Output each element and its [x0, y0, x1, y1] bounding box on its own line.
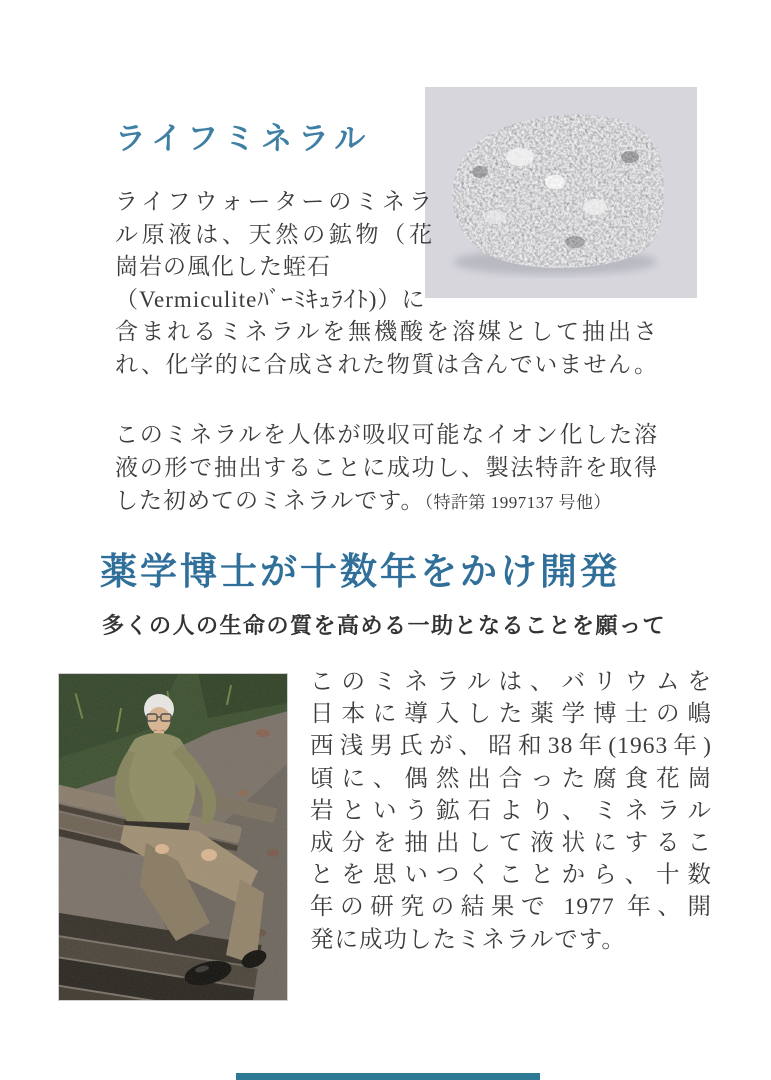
text-line: 西浅男氏が、昭和38年(1963年) [310, 733, 712, 760]
text-line: （Vermiculiteﾊﾞｰﾐｷｭﾗｲﾄ)）に [115, 286, 426, 312]
text-line: 年の研究の結果で 1977 年、開 [310, 894, 712, 921]
intro-paragraph [115, 186, 658, 381]
text-line: 頃に、偶然出合った腐食花崗 [310, 765, 712, 792]
text-line: このミネラルを人体が吸収可能なイオン化した溶 [115, 422, 658, 447]
developer-photo [58, 673, 288, 1001]
developer-photo-illustration [58, 673, 288, 1001]
text-line: 日本に導入した薬学博士の嶋 [310, 701, 712, 728]
section-heading: 薬学博士が十数年をかけ開発 [100, 552, 620, 593]
section-subheading: 多くの人の生命の質を高める一助となることを願って [102, 613, 667, 638]
text-line: 崗岩の風化した蛭石 [115, 254, 331, 279]
footer-divider-bar [236, 1073, 540, 1080]
text-line: 液の形で抽出することに成功し、製法特許を取得 [115, 454, 658, 480]
patent-sentence-main: した初めてのミネラルです。 [115, 487, 425, 513]
text-line: 含まれるミネラルを無機酸を溶媒として抽出さ [115, 319, 658, 344]
text-line: ライフウォーターのミネラ [115, 189, 433, 214]
text-line: とを思いつくことから、十数 [310, 862, 712, 889]
text-line: れ、化学的に合成された物質は含んでいません。 [115, 351, 658, 377]
text-line: 発に成功したミネラルです。 [310, 926, 626, 953]
text-line: このミネラルは、バリウムを [310, 669, 712, 695]
development-paragraph [310, 666, 712, 956]
text-line [115, 485, 658, 520]
text-line: 岩という鉱石より、ミネラル [310, 797, 712, 824]
text-line: 成分を抽出して液状にするこ [310, 830, 712, 857]
text-line: ル原液は、天然の鉱物（花 [115, 221, 433, 247]
patent-paragraph [115, 419, 658, 519]
patent-number-note: （特許第 1997137 号他） [424, 492, 611, 512]
page-title: ライフミネラル [115, 121, 372, 156]
